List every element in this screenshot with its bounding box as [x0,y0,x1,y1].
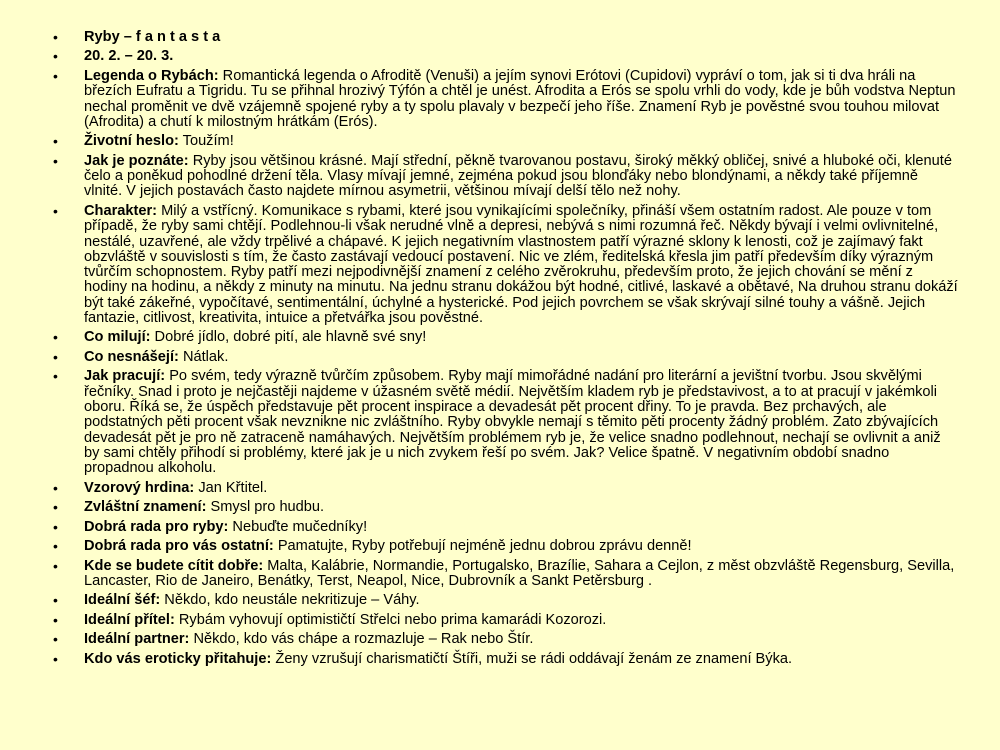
item-label: Jak pracují: [84,368,166,385]
bullet-icon: • [53,592,58,609]
item-text: Malta, Kalábrie, Normandie, Portugalsko, Brazílie, Sahara a Cejlon, z měst obzvláště Regensburg, Sevilla, Lancaster, Rio de Janeiro, Benátky, Terst, Neapol, Nice, Dubrovník a Sankt Petěrsburg . [84,557,955,589]
bullet-icon: • [53,29,58,45]
list-item [48,559,960,590]
item-text: Romantická legenda o Afroditě (Venuši) a jejím synovi Erótovi (Cupidovi) vypráví o tom, jak si ti dva hráli na březích Eufratu a Tigridu. Tu se přihnal hrozivý Týfón a chtěl je unést. Afrodita a Erós se spolu vrhli do vody, kde je bůh vodstva Neptun nechal proměnit ve dvě vzájemně spojené ryby a ty spolu plavaly v bezpečí jeho říše. Znamení Ryb je pověstné svou touhou milovat (Afrodita) a chutí k milostným hrátkám (Erós). [84,67,956,130]
item-text: Po svém, tedy výrazně tvůrčím způsobem. Ryby mají mimořádné nadání pro literární a jevištní tvorbu. Jsou skvělými řečníky. Snad i proto je nejčastěji najdeme v úžasném světě médií. Největším kladem ryb je představivost, a to at pracují v jakémkoli oboru. Říká se, že úspěch představuje pět procent inspirace a devadesát pět procent dřiny. To je pravda. Bez prchavých, ale podstatných pěti procent však nevznikne nic zvláštního. Ryby obvykle nemají s těmito pěti procenty žádný problém. Zato zbývajících devadesát pět je pro ně zatraceně namáhavých. Největším problémem ryb je, že velice snadno podlehnout, nechají se ovlivnit a aniž by sami chtěly přihodí si problémy, které jak je u nich zvykem řeší po svém. Jak? Velice špatně. V negativním období snadno propadnou alkoholu. [84,368,941,477]
item-text: Nátlak. [182,348,229,365]
item-label: Ideální šéf: [84,592,161,609]
list-item [48,500,960,515]
item-label: Zvláštní znamení: [84,499,207,516]
bullet-icon: • [53,631,58,648]
item-label: Kde se budete cítit dobře: [84,557,264,574]
bullet-list [48,30,960,667]
list-item [48,613,960,628]
bullet-icon: • [53,611,58,628]
list-item [48,520,960,535]
item-text: Milý a vstřícný. Komunikace s rybami, které jsou vynikajícími společníky, přináší všem ostatním radost. Ale pouze v tom případě, že ryby sami chtějí. Podlehnou-li však nerudné vlně a depresi, nebývá s nimi rozumná řeč. Někdy bývají i velmi ovlivnitelné, nestálé, uzavřené, ale vždy trpělivé a chápavé. K jejich negativním vlastnostem patří výrazné sklony k lenosti, což je zajímavý fakt obzvláště v souvislosti s tím, že často zastávají vedoucí postavení. Nic ve zlém, ředitelská křesla jim patří především díky výrazným tvůrčím schopnostem. Ryby patří mezi nejpodivnější znamení z celého zvěrokruhu, především proto, že jejich chování se mění z hodiny na hodinu, a někdy z minuty na minutu. Na jednu stranu dokážou být hodné, citlivé, laskavé a obětavé, Na druhou stranu dokáží být také zákeřné, vypočítavé, sentimentální, úchylné a hysterické. Pod jejich povrchem se však skrývají silné touhy a vášně. Jejich fantazie, citlivost, kreativita, intuice a přetvářka jsou pověstné. [84,202,958,326]
bullet-icon: • [53,48,58,65]
item-label: Charakter: [84,202,157,219]
item-text: Dobré jídlo, dobré pití, ale hlavně své sny! [154,329,427,346]
list-item [48,30,960,45]
bullet-icon: • [53,650,58,667]
list-item [48,539,960,554]
item-text: Nebuďte mučedníky! [232,518,368,535]
item-text: Rybám vyhovují optimističtí Střelci nebo prima kamarádi Kozorozi. [178,611,607,628]
bullet-icon: • [53,348,58,365]
bullet-icon: • [53,557,58,574]
list-item [48,49,960,64]
bullet-icon: • [53,152,58,169]
bullet-icon: • [53,479,58,496]
item-label: Ryby – f a n t a s t a [84,29,221,45]
item-label: Ideální partner: [84,631,190,648]
item-text: Někdo, kdo neustále nekritizuje – Váhy. [164,592,420,609]
item-text: Pamatujte, Ryby potřebují nejméně jednu dobrou zprávu denně! [277,538,692,555]
item-label: 20. 2. – 20. 3. [84,48,174,65]
item-label: Dobrá rada pro ryby: [84,518,229,535]
list-item [48,632,960,647]
item-label: Kdo vás eroticky přitahuje: [84,650,272,667]
item-text: Ryby jsou většinou krásné. Mají střední, pěkně tvarovanou postavu, široký měkký obličej, snivé a hluboké oči, klenuté čelo a poněkud pohodlné držení těla. Vlasy mívají jemné, zejména pokud jsou blonďáky nebo blondýnami, a někdy také příjemně vlnité. V jejich postavách často najdete mírnou asymetrii, většinou mívají delší tělo než nohy. [84,152,952,200]
item-label: Životní heslo: [84,133,179,150]
list-item [48,593,960,608]
list-item [48,154,960,200]
item-text: Někdo, kdo vás chápe a rozmazluje – Rak nebo Štír. [193,631,534,648]
item-label: Vzorový hrdina: [84,479,195,496]
item-label: Dobrá rada pro vás ostatní: [84,538,274,555]
list-item [48,204,960,326]
bullet-icon: • [53,202,58,219]
item-text: Ženy vzrušují charismatičtí Štíři, muži se rádi oddávají ženám ze znamení Býka. [275,650,793,667]
list-item [48,481,960,496]
item-label: Co nesnášejí: [84,348,179,365]
list-item [48,134,960,149]
item-label: Co milují: [84,329,151,346]
list-item [48,330,960,345]
bullet-icon: • [53,538,58,555]
item-text: Smysl pro hudbu. [210,499,325,516]
bullet-icon: • [53,518,58,535]
list-item [48,69,960,130]
bullet-icon: • [53,329,58,346]
bullet-icon: • [53,67,58,84]
bullet-icon: • [53,133,58,150]
list-item [48,652,960,667]
item-label: Legenda o Rybách: [84,67,219,84]
list-item [48,350,960,365]
item-text: Toužím! [182,133,234,150]
item-text: Jan Křtitel. [198,479,268,496]
bullet-icon: • [53,368,58,385]
item-label: Ideální přítel: [84,611,175,628]
list-item [48,369,960,476]
bullet-icon: • [53,499,58,516]
item-label: Jak je poznáte: [84,152,189,169]
